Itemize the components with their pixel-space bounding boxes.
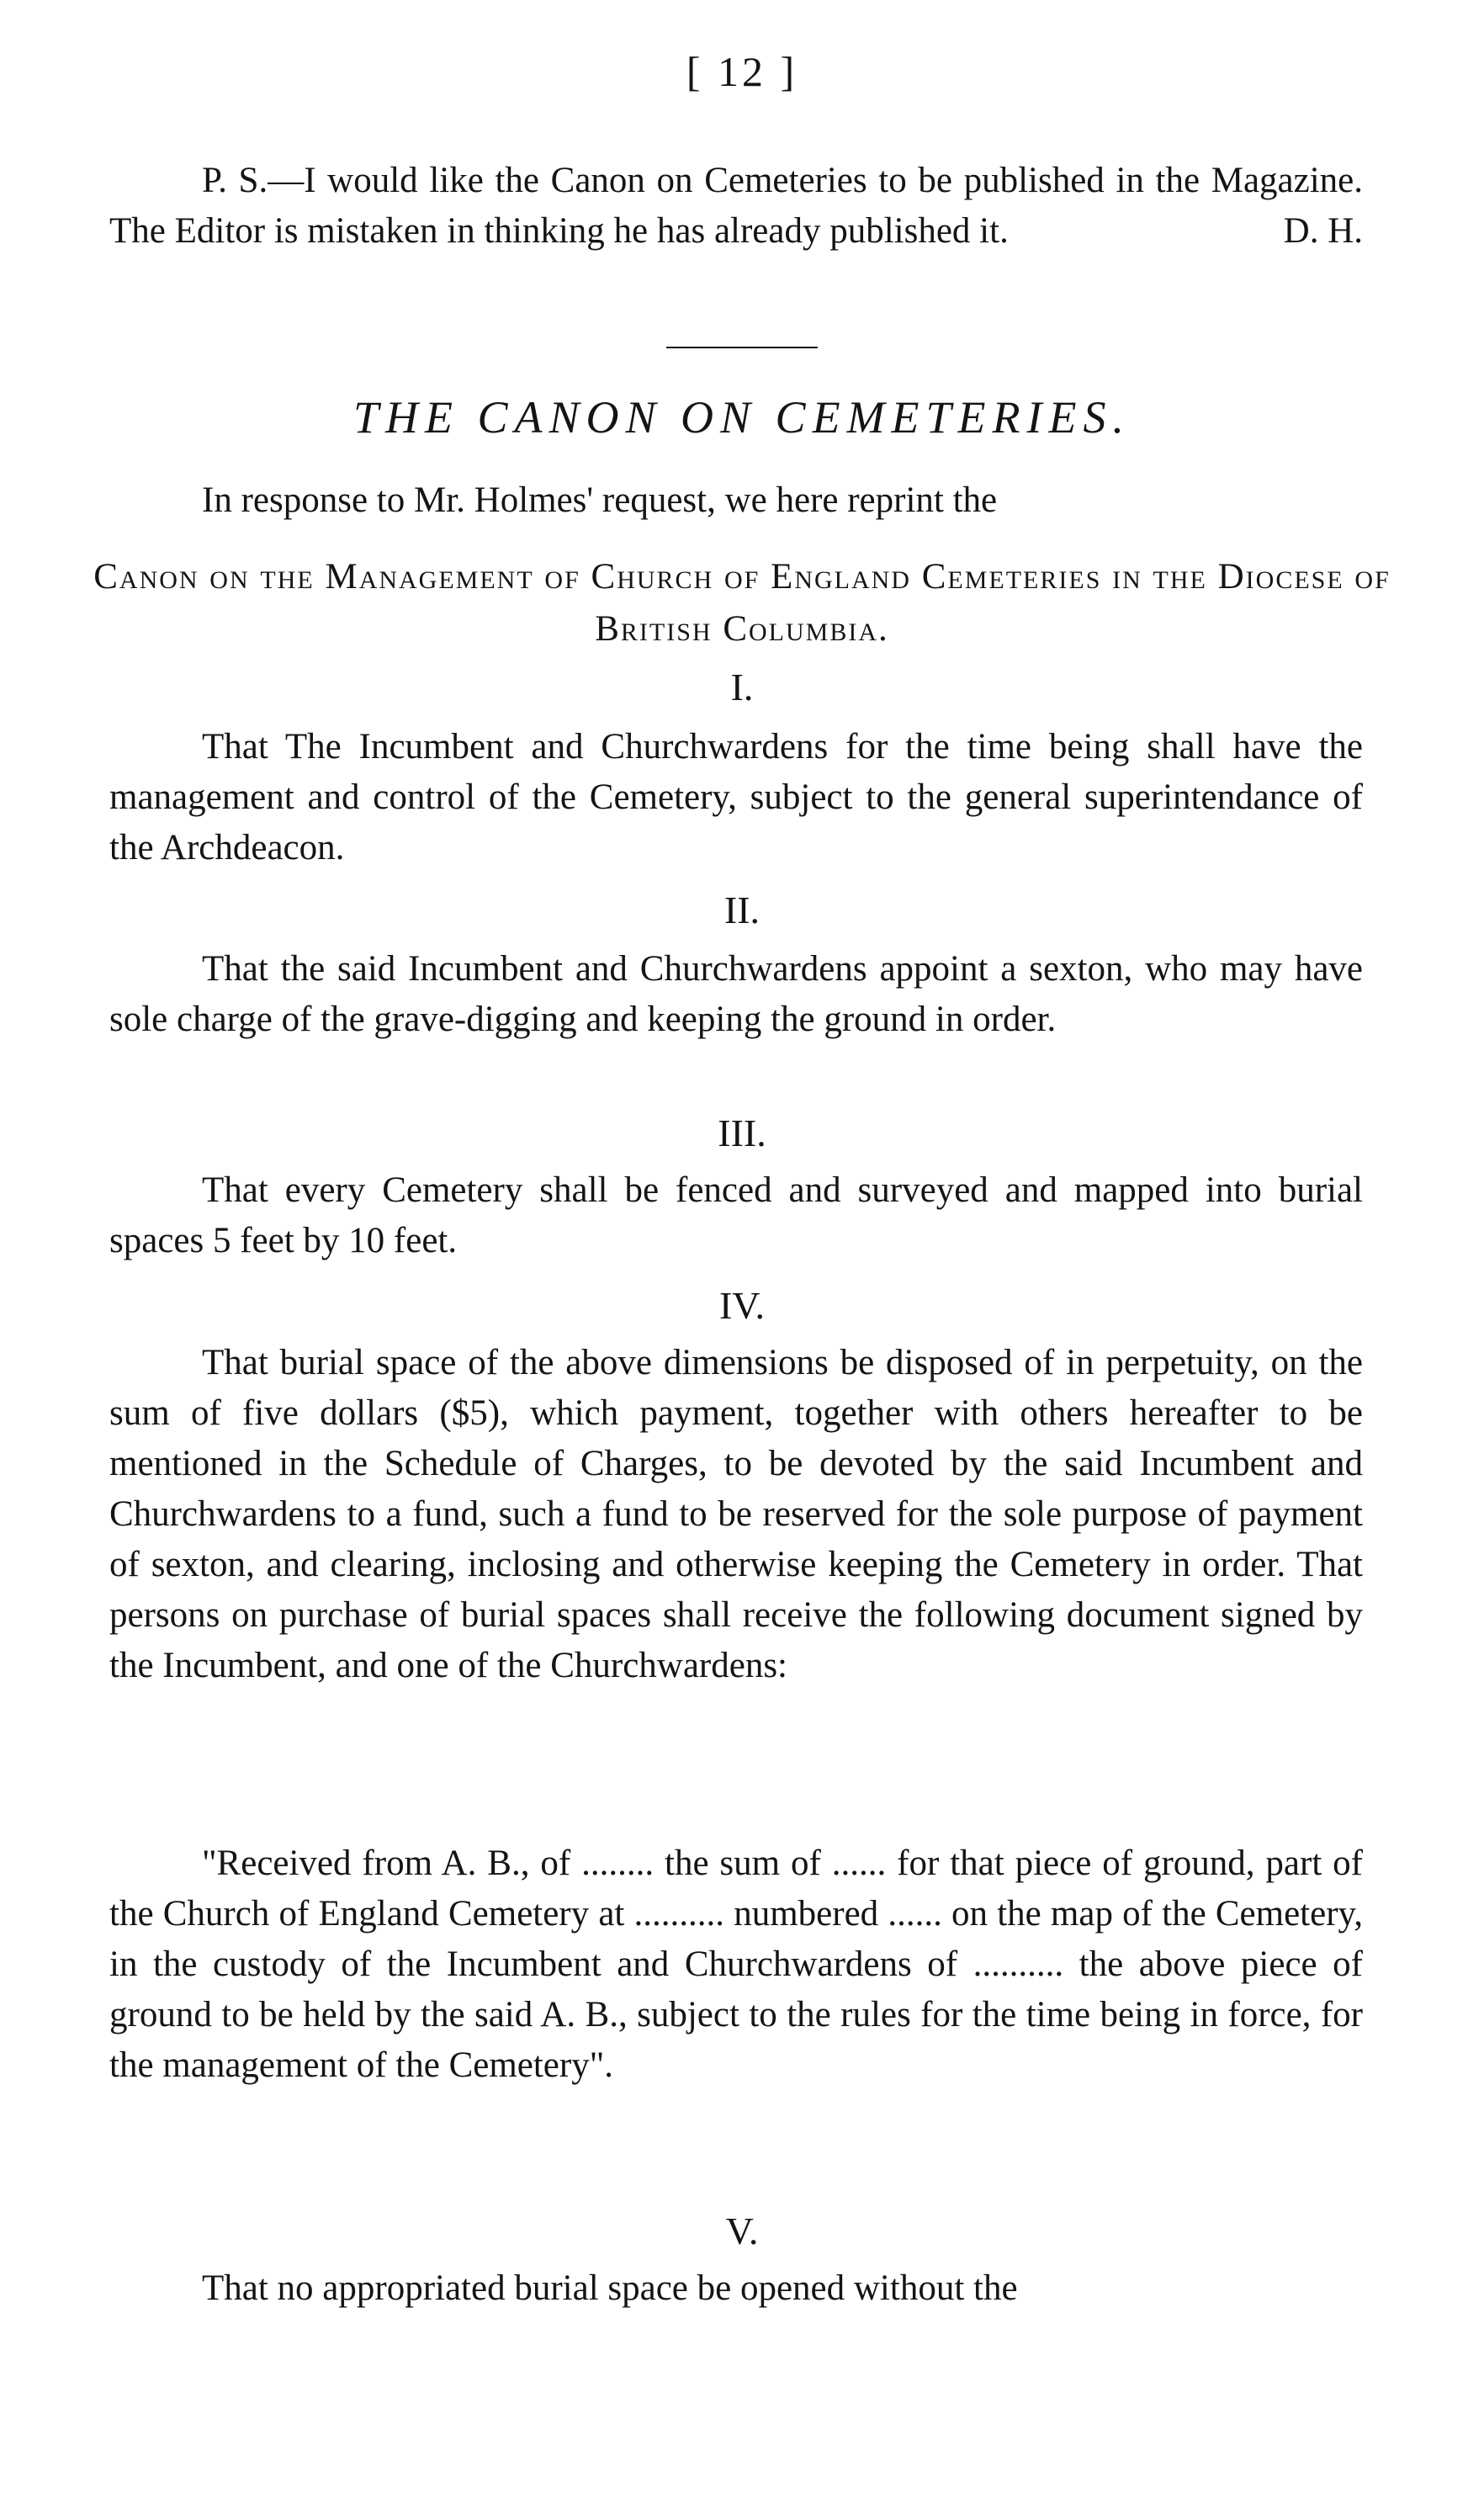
article-title: THE CANON ON CEMETERIES. [352,392,1131,443]
section-paragraph [109,1338,1363,1691]
postscript [109,156,1363,257]
section-numeral: II. [723,889,761,931]
section-divider [666,347,818,348]
page-number: [ 12 ] [686,48,798,95]
section-numeral: III. [718,1111,766,1154]
intro-paragraph [109,475,1363,526]
section-numeral: V. [725,2210,759,2252]
section-paragraph [109,944,1363,1045]
section-numeral: I. [730,666,754,708]
receipt-text: "Received from A. B., of ........ the sum of ...... for that piece of ground, part of the Church of England Cemetery at .......... numbered ...... on the map of the Cemetery, in the custody of the Incumbent and Churchwardens of .......... the above piece of ground to be held by the said A. B., subject to the rules for the time being in force, for the management of the Cemetery". [109,1844,1363,2085]
section-paragraph [109,1165,1363,1266]
section-text: That burial space of the above dimensions be disposed of in perpetuity, on the sum of five dollars ($5), which payment, together with others hereafter to be mentioned in the Schedule of Charges, to be devoted by the said Incumbent and Churchwardens to a fund, such a fund to be reserved for the sole purpose of payment of sexton, and clearing, inclosing and otherwise keeping the Cemetery in order. That persons on purchase of burial spaces shall receive the following document signed by the Incumbent, and one of the Churchwardens: [109,1343,1363,1685]
postscript-text [109,156,1363,257]
intro-text: In response to Mr. Holmes' request, we here reprint the [202,480,998,520]
postscript-body: P. S.—I would like the Canon on Cemeteries to be published in the Magazine. The Editor is mistaken in thinking he has already published it. [109,161,1363,251]
section-text: That no appropriated burial space be opened without the [202,2268,1018,2308]
section-text: That every Cemetery shall be fenced and surveyed and mapped into burial spaces 5 feet by 10 feet. [109,1170,1363,1260]
section-paragraph [109,722,1363,873]
section-paragraph [109,2263,1363,2314]
receipt-document [109,1838,1363,2091]
section-numeral: IV. [718,1284,766,1327]
postscript-signature: D. H. [1283,211,1363,251]
section-text: That the said Incumbent and Churchwardens appoint a sexton, who may have sole charge of the grave-digging and keeping the ground in order. [109,949,1363,1039]
section-text: That The Incumbent and Churchwardens for the time being shall have the management and control of the Cemetery, subject to the general superintendance of the Archdeacon. [109,727,1363,867]
canon-heading: Canon on the Management of Church of England Cemeteries in the Diocese of British Columbia. [93,557,1391,649]
